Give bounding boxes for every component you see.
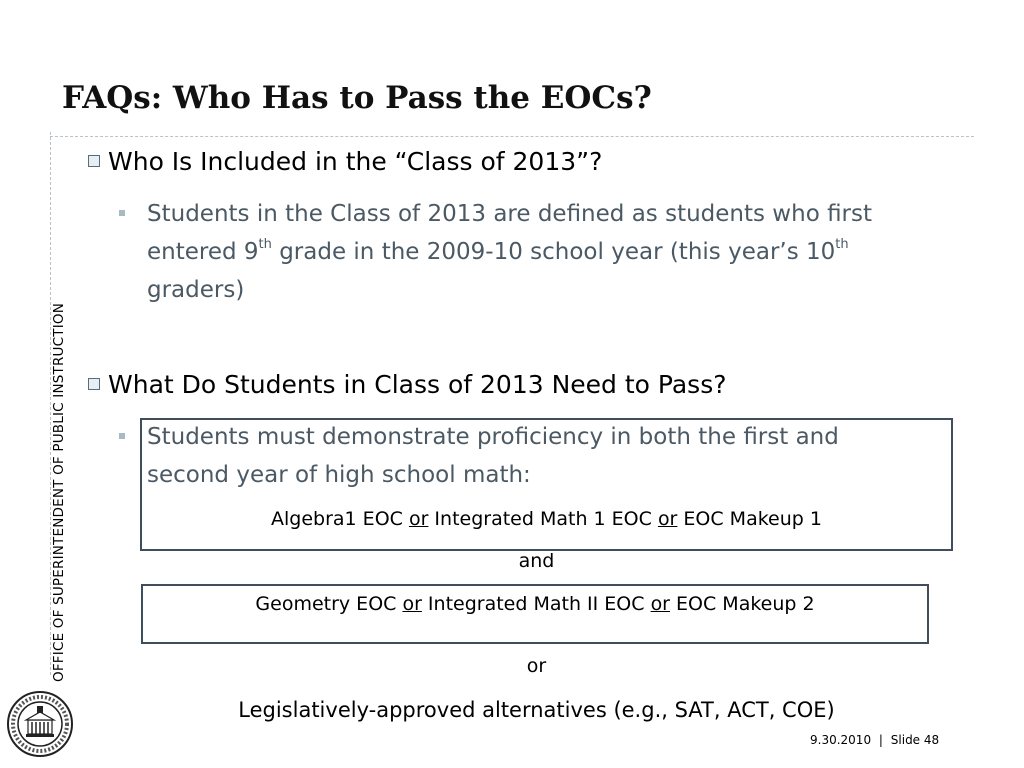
checkbox-bullet-icon: [88, 378, 100, 390]
footer-separator: |: [878, 733, 883, 747]
option-first-year: [140, 508, 953, 530]
line2-part-b: grade in the 2009-10 school year (this year’s 10: [271, 239, 836, 265]
opt1-or2: or: [657, 508, 678, 530]
title-underline: [50, 136, 974, 137]
opt2-c: EOC Makeup 2: [670, 593, 815, 615]
ospi-seal-logo: [6, 690, 74, 758]
section1-line2: [147, 233, 977, 271]
footer-date: 9.30.2010: [810, 733, 872, 747]
section1-heading: [88, 147, 602, 176]
section2-heading: [88, 370, 727, 399]
option-second-year: [141, 593, 929, 615]
superscript-th-2: th: [835, 237, 849, 253]
opt1-or1: or: [408, 508, 429, 530]
slide-footer: [810, 733, 939, 747]
slide-title: FAQs: Who Has to Pass the EOCs?: [62, 80, 652, 116]
square-bullet-icon: [119, 210, 125, 216]
superscript-th: th: [258, 237, 272, 253]
section2-heading-text: What Do Students in Class of 2013 Need to Pass?: [108, 370, 727, 399]
section1-heading-text: Who Is Included in the “Class of 2013”?: [108, 147, 603, 176]
section2-line2: second year of high school math:: [147, 462, 531, 488]
opt1-c: EOC Makeup 1: [677, 508, 822, 530]
opt1-b: Integrated Math 1 EOC: [428, 508, 658, 530]
section1-line3: graders): [147, 277, 245, 303]
opt2-or2: or: [650, 593, 670, 615]
square-bullet-icon: [119, 433, 125, 439]
section2-line1: Students must demonstrate proficiency in both the first and: [147, 424, 839, 450]
section1-paragraph: [147, 195, 977, 309]
section2-paragraph: [147, 418, 977, 494]
opt2-a: Geometry EOC: [255, 593, 403, 615]
line2-part-a: entered 9: [147, 239, 259, 265]
side-label: OFFICE OF SUPERINTENDENT OF PUBLIC INSTRUCTION: [51, 302, 67, 682]
checkbox-bullet-icon: [88, 155, 100, 167]
opt2-b: Integrated Math II EOC: [421, 593, 651, 615]
opt2-or1: or: [402, 593, 422, 615]
or-label: or: [526, 655, 547, 677]
opt1-a: Algebra1 EOC: [271, 508, 409, 530]
alternatives-line: Legislatively-approved alternatives (e.g., SAT, ACT, COE): [238, 698, 835, 722]
and-label: and: [518, 550, 555, 572]
section1-line1: Students in the Class of 2013 are defined as students who first: [147, 201, 873, 227]
footer-slide-number: Slide 48: [890, 733, 940, 747]
